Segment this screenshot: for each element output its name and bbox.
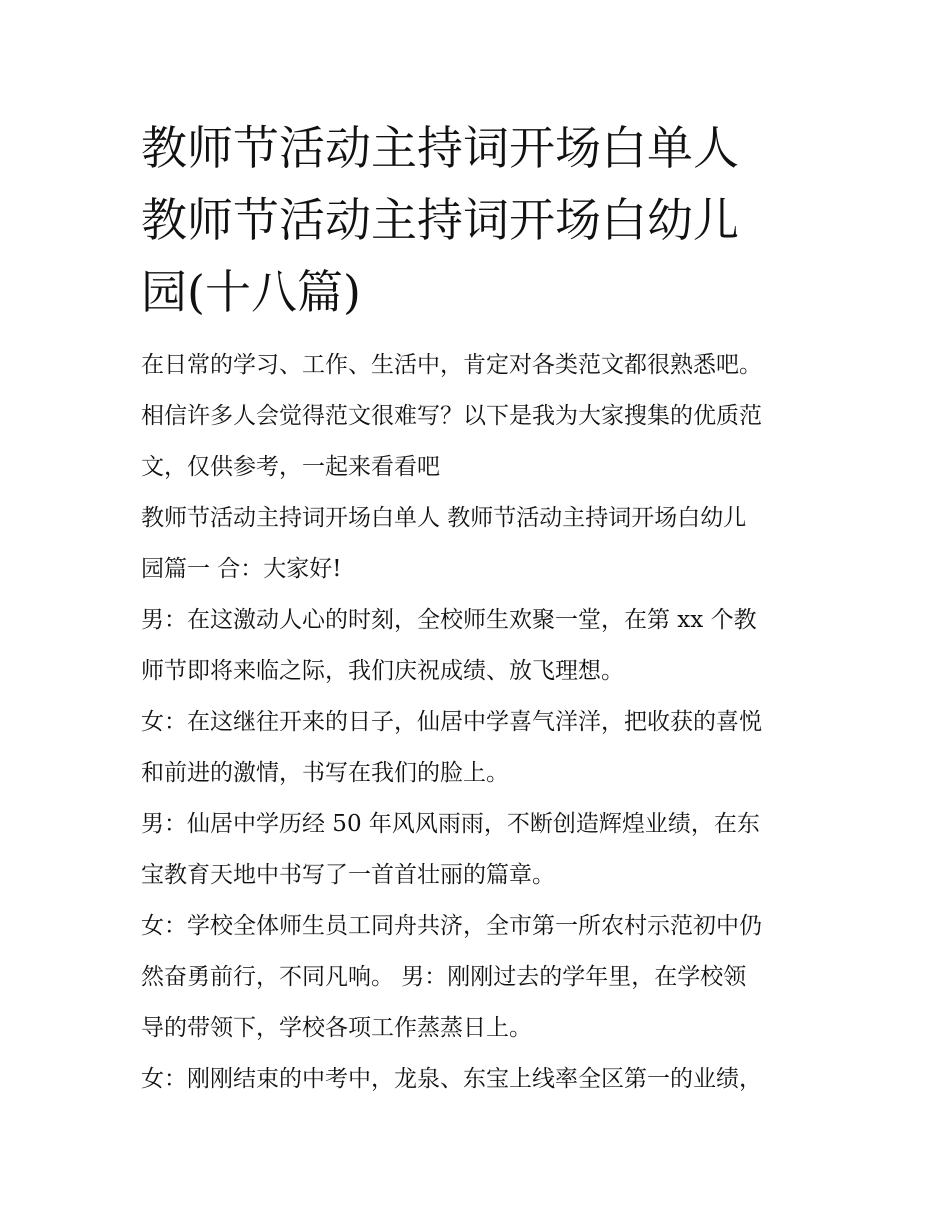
text-line: 教师节活动主持词开场白单人 教师节活动主持词开场白幼儿 (141, 505, 747, 531)
paragraph-male-2 (141, 799, 813, 901)
text-line: 和前进的激情，书写在我们的脸上。 (141, 760, 509, 786)
paragraph-female-1 (141, 697, 813, 799)
text-line: 师节即将来临之际，我们庆祝成绩、放飞理想。 (141, 658, 624, 684)
text-line: 相信许多人会觉得范文很难写？以下是我为大家搜集的优质范 (141, 403, 762, 429)
paragraph-intro (141, 340, 813, 493)
document-title (141, 112, 813, 328)
paragraph-female-2 (141, 901, 813, 1054)
text-line: 女：学校全体师生员工同舟共济，全市第一所农村示范初中仍 (141, 913, 762, 939)
title-line-3: 园(十八篇) (141, 265, 361, 319)
text-line: 女：在这继往开来的日子，仙居中学喜气洋洋，把收获的喜悦 (141, 709, 762, 735)
document-page (141, 112, 813, 1105)
text-line: 导的带领下，学校各项工作蒸蒸日上。 (141, 1015, 532, 1041)
title-line-2: 教师节活动主持词开场白幼儿 (141, 193, 739, 247)
text-line: 女：刚刚结束的中考中，龙泉、东宝上线率全区第一的业绩， (141, 1066, 762, 1092)
text-line: 文，仅供参考，一起来看看吧 (141, 454, 440, 480)
text-line: 男：仙居中学历经 50 年风风雨雨，不断创造辉煌业绩，在东 (141, 811, 760, 837)
title-line-1: 教师节活动主持词开场白单人 (141, 121, 739, 175)
document-body (141, 340, 813, 1105)
paragraph-heading (141, 493, 813, 595)
text-line: 男：在这激动人心的时刻，全校师生欢聚一堂，在第 xx 个教 (141, 607, 757, 633)
text-line: 然奋勇前行，不同凡响。 男：刚刚过去的学年里，在学校领 (141, 964, 747, 990)
text-line: 园篇一 合：大家好! (141, 556, 342, 582)
text-line: 在日常的学习、工作、生活中，肯定对各类范文都很熟悉吧。 (141, 352, 762, 378)
paragraph-male-1 (141, 595, 813, 697)
text-line: 宝教育天地中书写了一首首壮丽的篇章。 (141, 862, 555, 888)
paragraph-female-3 (141, 1054, 813, 1105)
